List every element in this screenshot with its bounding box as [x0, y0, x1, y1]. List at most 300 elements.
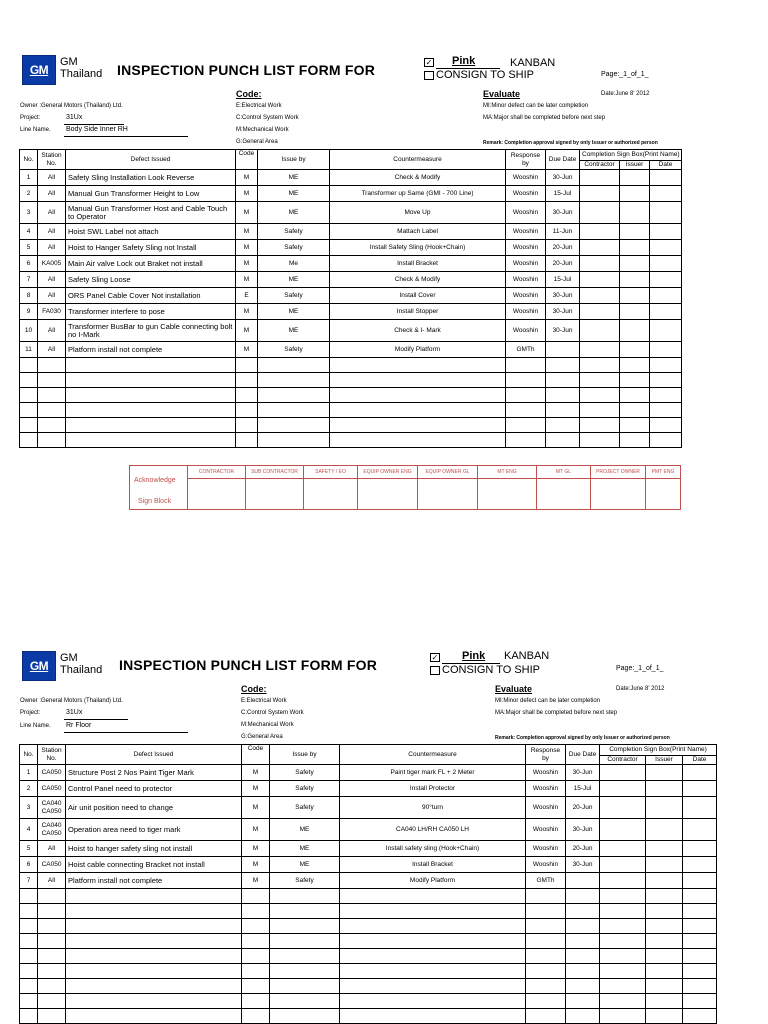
row-issue-by: ME	[270, 841, 340, 857]
col-due-date: Due Date	[566, 745, 600, 765]
empty-cell	[236, 433, 258, 448]
sign-issuer[interactable]	[620, 170, 650, 186]
empty-cell[interactable]	[600, 979, 646, 994]
empty-cell	[546, 388, 580, 403]
empty-cell	[236, 358, 258, 373]
row-no: 7	[20, 272, 38, 288]
sign-issuer[interactable]	[646, 819, 683, 841]
sign-issuer[interactable]	[620, 304, 650, 320]
sign-issuer[interactable]	[620, 224, 650, 240]
empty-cell	[242, 919, 270, 934]
empty-cell	[236, 403, 258, 418]
row-issue-by: ME	[258, 272, 330, 288]
empty-cell	[526, 889, 566, 904]
row-due-date: 30-Jun	[566, 819, 600, 841]
empty-cell[interactable]	[683, 964, 717, 979]
row-station: All	[38, 288, 66, 304]
col-due-date: Due Date	[546, 150, 580, 170]
row-no: 5	[20, 841, 38, 857]
code-g: G:General Area	[236, 139, 278, 145]
row-issue-by: Safety	[258, 342, 330, 358]
empty-cell[interactable]	[683, 949, 717, 964]
empty-cell[interactable]	[683, 979, 717, 994]
empty-cell	[242, 994, 270, 1009]
table-row	[20, 186, 682, 202]
row-defect: Operation area need to tiger mark	[66, 819, 242, 841]
empty-cell[interactable]	[580, 418, 620, 433]
empty-cell	[546, 403, 580, 418]
sign-date[interactable]	[650, 342, 682, 358]
row-response-by: Wooshin	[506, 288, 546, 304]
table-row	[20, 272, 682, 288]
sign-contractor[interactable]	[580, 304, 620, 320]
empty-cell[interactable]	[620, 373, 650, 388]
col-completion: Completion Sign Box(Print Name)	[580, 150, 682, 161]
row-station: All	[38, 240, 66, 256]
ack-sign-cell[interactable]	[478, 479, 537, 510]
ack-sign-cell[interactable]	[188, 479, 246, 510]
empty-cell[interactable]	[600, 904, 646, 919]
row-due-date: 15-Jul	[546, 186, 580, 202]
row-issue-by: ME	[270, 819, 340, 841]
row-response-by: Wooshin	[506, 202, 546, 224]
empty-cell[interactable]	[600, 934, 646, 949]
consign-checkbox[interactable]	[430, 666, 440, 675]
ack-column-header: EQUIP OWNER ENG	[358, 466, 418, 479]
ack-sign-cell[interactable]	[591, 479, 646, 510]
acknowledge-sign-block	[129, 465, 681, 510]
sign-date[interactable]	[683, 819, 717, 841]
ack-column-header: MT ENG	[478, 466, 537, 479]
sign-contractor[interactable]	[580, 320, 620, 342]
page-number: Page:_1_of_1_	[616, 665, 664, 672]
empty-cell	[566, 994, 600, 1009]
empty-cell[interactable]	[646, 979, 683, 994]
row-station: KA005	[38, 256, 66, 272]
row-issue-by: ME	[258, 202, 330, 224]
table-row-empty	[20, 934, 717, 949]
empty-cell	[330, 433, 506, 448]
sign-contractor[interactable]	[600, 797, 646, 819]
empty-cell	[526, 994, 566, 1009]
empty-cell	[526, 949, 566, 964]
empty-cell[interactable]	[580, 403, 620, 418]
empty-cell	[20, 949, 38, 964]
empty-cell[interactable]	[580, 358, 620, 373]
empty-cell[interactable]	[600, 964, 646, 979]
ack-sign-cell[interactable]	[418, 479, 478, 510]
table-row-empty	[20, 919, 717, 934]
row-countermeasure: Check & Modify	[330, 170, 506, 186]
code-m: M:Mechanical Work	[241, 722, 294, 728]
pink-checkbox[interactable]: ✓	[425, 58, 433, 67]
table-row	[20, 202, 682, 224]
empty-cell	[20, 919, 38, 934]
empty-cell	[20, 388, 38, 403]
empty-cell	[340, 949, 526, 964]
row-no: 5	[20, 240, 38, 256]
empty-cell[interactable]	[650, 358, 682, 373]
sign-issuer[interactable]	[620, 240, 650, 256]
row-due-date: 20-Jun	[566, 797, 600, 819]
empty-cell	[38, 919, 66, 934]
row-code: M	[236, 202, 258, 224]
ack-label-2: Sign Block	[138, 498, 172, 505]
col-station: Station No.	[38, 150, 66, 170]
brand-name: GM Thailand	[60, 56, 103, 80]
owner-text: Owner :General Motors (Thailand) Ltd.	[20, 698, 123, 704]
row-defect: Structure Post 2 Nos Paint Tiger Mark	[66, 765, 242, 781]
empty-cell	[566, 919, 600, 934]
empty-cell[interactable]	[650, 373, 682, 388]
sign-date[interactable]	[650, 272, 682, 288]
ack-column-header: MT GL	[537, 466, 591, 479]
row-issue-by: ME	[258, 320, 330, 342]
table-row-empty	[20, 1009, 717, 1024]
sign-issuer[interactable]	[646, 797, 683, 819]
sign-date[interactable]	[683, 873, 717, 889]
sign-contractor[interactable]	[580, 224, 620, 240]
empty-cell	[330, 388, 506, 403]
row-no: 4	[20, 819, 38, 841]
row-station: All	[38, 202, 66, 224]
empty-cell[interactable]	[683, 904, 717, 919]
row-station: CA040 CA050	[38, 797, 66, 819]
row-due-date: 30-Jun	[546, 170, 580, 186]
empty-cell[interactable]	[620, 388, 650, 403]
row-no: 10	[20, 320, 38, 342]
row-defect: Hoist to hanger safety sling not install	[66, 841, 242, 857]
empty-cell	[566, 889, 600, 904]
sign-date[interactable]	[650, 170, 682, 186]
row-code: M	[236, 304, 258, 320]
row-station: CA050	[38, 857, 66, 873]
sign-date[interactable]	[683, 765, 717, 781]
row-code: M	[236, 342, 258, 358]
sign-issuer[interactable]	[620, 320, 650, 342]
remark: Remark: Completion approval signed by only Issuer or authorized person	[495, 735, 670, 741]
row-station: All	[38, 224, 66, 240]
consign-label: CONSIGN TO SHIP	[436, 69, 535, 81]
empty-cell[interactable]	[620, 433, 650, 448]
empty-cell[interactable]	[683, 1009, 717, 1024]
empty-cell[interactable]	[683, 919, 717, 934]
empty-cell	[546, 373, 580, 388]
sign-date[interactable]	[683, 857, 717, 873]
empty-cell	[20, 994, 38, 1009]
empty-cell	[258, 358, 330, 373]
ack-sign-cell[interactable]	[358, 479, 418, 510]
row-code: M	[242, 819, 270, 841]
empty-cell[interactable]	[646, 889, 683, 904]
gm-logo: GM	[22, 55, 56, 85]
row-defect: Hoist cable connecting Bracket not install	[66, 857, 242, 873]
evaluate-heading: Evaluate	[495, 684, 533, 694]
empty-cell[interactable]	[600, 1009, 646, 1024]
empty-cell	[20, 979, 38, 994]
empty-cell	[20, 1009, 38, 1024]
sign-date[interactable]	[683, 841, 717, 857]
row-countermeasure: Install safety sling (Hook+Chain)	[340, 841, 526, 857]
row-no: 4	[20, 224, 38, 240]
row-countermeasure: 90°turn	[340, 797, 526, 819]
col-countermeasure: Countermeasure	[330, 150, 506, 170]
empty-cell	[66, 889, 242, 904]
empty-cell	[38, 418, 66, 433]
empty-cell	[66, 358, 236, 373]
table-row-empty	[20, 979, 717, 994]
form-title: INSPECTION PUNCH LIST FORM FOR	[117, 62, 375, 78]
sign-contractor[interactable]	[600, 873, 646, 889]
empty-cell	[506, 433, 546, 448]
code-e: E:Electrical Work	[241, 698, 287, 704]
row-due-date: 11-Jun	[546, 224, 580, 240]
table-row-empty	[20, 388, 682, 403]
empty-cell[interactable]	[620, 418, 650, 433]
sign-contractor[interactable]	[580, 272, 620, 288]
ack-sign-cell[interactable]	[246, 479, 304, 510]
empty-cell[interactable]	[600, 994, 646, 1009]
empty-cell[interactable]	[650, 388, 682, 403]
sign-contractor[interactable]	[600, 857, 646, 873]
sign-date[interactable]	[650, 224, 682, 240]
sign-contractor[interactable]	[580, 170, 620, 186]
sign-contractor[interactable]	[600, 765, 646, 781]
row-issue-by: Safety	[270, 781, 340, 797]
empty-cell	[546, 418, 580, 433]
row-countermeasure: Install Safety Sling (Hook+Chain)	[330, 240, 506, 256]
empty-cell[interactable]	[620, 358, 650, 373]
sign-contractor[interactable]	[600, 841, 646, 857]
empty-cell	[330, 373, 506, 388]
row-station: All	[38, 170, 66, 186]
sign-contractor[interactable]	[580, 240, 620, 256]
sign-contractor[interactable]	[580, 288, 620, 304]
line-name-value: Body Side Inner RH	[66, 126, 128, 133]
line-name-label: Line Name.	[20, 723, 51, 729]
empty-cell[interactable]	[650, 418, 682, 433]
empty-cell[interactable]	[620, 403, 650, 418]
sign-date[interactable]	[650, 202, 682, 224]
row-countermeasure: Install Bracket	[340, 857, 526, 873]
row-station: All	[38, 873, 66, 889]
empty-cell	[38, 433, 66, 448]
sign-date[interactable]	[683, 781, 717, 797]
sign-issuer[interactable]	[646, 841, 683, 857]
empty-cell[interactable]	[683, 889, 717, 904]
empty-cell[interactable]	[646, 949, 683, 964]
row-response-by: Wooshin	[506, 240, 546, 256]
row-issue-by: ME	[258, 186, 330, 202]
empty-cell	[340, 1009, 526, 1024]
row-issue-by: Safety	[258, 240, 330, 256]
empty-cell[interactable]	[600, 919, 646, 934]
empty-cell	[566, 949, 600, 964]
row-code: M	[242, 797, 270, 819]
table-row	[20, 857, 717, 873]
row-due-date	[546, 342, 580, 358]
table-row	[20, 765, 717, 781]
row-issue-by: Safety	[258, 288, 330, 304]
empty-cell[interactable]	[646, 919, 683, 934]
col-code: Code	[242, 745, 270, 765]
code-g: G:General Area	[241, 734, 283, 740]
evaluate-heading: Evaluate	[483, 89, 521, 99]
sign-date[interactable]	[650, 240, 682, 256]
empty-cell	[66, 388, 236, 403]
empty-cell	[546, 433, 580, 448]
sign-contractor[interactable]	[600, 781, 646, 797]
consign-checkbox[interactable]	[424, 71, 434, 80]
empty-cell[interactable]	[646, 904, 683, 919]
sign-issuer[interactable]	[646, 781, 683, 797]
row-issue-by: Safety	[270, 797, 340, 819]
project-label: Project:	[20, 115, 41, 121]
empty-cell	[340, 919, 526, 934]
col-issuer: Issuer	[646, 756, 683, 765]
row-due-date: 20-Jun	[546, 240, 580, 256]
empty-cell	[526, 1009, 566, 1024]
row-response-by: Wooshin	[506, 170, 546, 186]
row-code: M	[242, 765, 270, 781]
sign-issuer[interactable]	[620, 288, 650, 304]
empty-cell[interactable]	[580, 373, 620, 388]
empty-cell	[258, 388, 330, 403]
empty-cell	[38, 373, 66, 388]
empty-cell	[258, 433, 330, 448]
empty-cell	[526, 934, 566, 949]
col-no: No.	[20, 150, 38, 170]
ack-sign-cell[interactable]	[537, 479, 591, 510]
empty-cell	[66, 403, 236, 418]
empty-cell	[66, 949, 242, 964]
sign-date[interactable]	[650, 304, 682, 320]
sign-issuer[interactable]	[620, 272, 650, 288]
sign-contractor[interactable]	[600, 819, 646, 841]
empty-cell	[20, 964, 38, 979]
col-defect: Defect Issued	[66, 150, 236, 170]
sign-issuer[interactable]	[620, 202, 650, 224]
row-no: 6	[20, 857, 38, 873]
empty-cell[interactable]	[646, 964, 683, 979]
ack-sign-cell[interactable]	[304, 479, 358, 510]
row-station: All	[38, 320, 66, 342]
row-issue-by: ME	[258, 170, 330, 186]
row-defect: Hoist to Hanger Safety Sling not Install	[66, 240, 236, 256]
empty-cell	[566, 964, 600, 979]
row-defect: Air unit position need to change	[66, 797, 242, 819]
col-response-by: Response by	[526, 745, 566, 765]
row-defect: Manual Gun Transformer Height to Low	[66, 186, 236, 202]
empty-cell[interactable]	[646, 1009, 683, 1024]
sign-contractor[interactable]	[580, 256, 620, 272]
row-defect: Transformer interfere to pose	[66, 304, 236, 320]
empty-cell	[38, 979, 66, 994]
empty-cell[interactable]	[646, 934, 683, 949]
empty-cell	[66, 934, 242, 949]
empty-cell	[270, 964, 340, 979]
sign-date[interactable]	[650, 256, 682, 272]
empty-cell	[330, 418, 506, 433]
row-no: 1	[20, 170, 38, 186]
row-due-date: 20-Jun	[566, 841, 600, 857]
sign-date[interactable]	[650, 186, 682, 202]
empty-cell	[566, 904, 600, 919]
empty-cell[interactable]	[600, 889, 646, 904]
sign-contractor[interactable]	[580, 186, 620, 202]
table-row-empty	[20, 964, 717, 979]
pink-label: Pink	[462, 650, 486, 662]
empty-cell[interactable]	[580, 433, 620, 448]
sign-issuer[interactable]	[620, 342, 650, 358]
empty-cell[interactable]	[580, 388, 620, 403]
table-row	[20, 170, 682, 186]
row-code: M	[236, 224, 258, 240]
row-countermeasure: Modify Platform	[340, 873, 526, 889]
sign-date[interactable]	[650, 320, 682, 342]
pink-checkbox[interactable]: ✓	[431, 653, 439, 662]
row-issue-by: Safety	[258, 224, 330, 240]
sign-date[interactable]	[650, 288, 682, 304]
empty-cell[interactable]	[600, 949, 646, 964]
sign-issuer[interactable]	[646, 873, 683, 889]
row-no: 7	[20, 873, 38, 889]
row-no: 9	[20, 304, 38, 320]
empty-cell	[270, 934, 340, 949]
row-code: M	[236, 186, 258, 202]
ack-sign-cell[interactable]	[646, 479, 681, 510]
row-due-date: 20-Jun	[546, 256, 580, 272]
kanban-label: KANBAN	[504, 650, 550, 662]
empty-cell[interactable]	[650, 433, 682, 448]
row-countermeasure: Install Stopper	[330, 304, 506, 320]
sign-issuer[interactable]	[646, 857, 683, 873]
eval-mi: MI:Minor defect can be later completion	[495, 698, 601, 704]
sign-contractor[interactable]	[580, 342, 620, 358]
code-heading: Code:	[236, 89, 262, 99]
col-contractor: Contractor	[600, 756, 646, 765]
sign-issuer[interactable]	[620, 256, 650, 272]
empty-cell	[270, 904, 340, 919]
row-countermeasure: CA040 LH/RH CA050 LH	[340, 819, 526, 841]
ack-column-header: SAFETY / EO	[304, 466, 358, 479]
empty-cell[interactable]	[646, 994, 683, 1009]
sign-date[interactable]	[683, 797, 717, 819]
table-row-empty	[20, 418, 682, 433]
ack-label-cell	[130, 466, 188, 510]
row-station: FA030	[38, 304, 66, 320]
sign-issuer[interactable]	[620, 186, 650, 202]
empty-cell[interactable]	[683, 994, 717, 1009]
empty-cell	[340, 934, 526, 949]
empty-cell[interactable]	[650, 403, 682, 418]
empty-cell	[258, 373, 330, 388]
empty-cell[interactable]	[683, 934, 717, 949]
row-defect: Manual Gun Transformer Host and Cable Touch to Operator	[66, 202, 236, 224]
table-row	[20, 781, 717, 797]
row-code: M	[236, 256, 258, 272]
row-defect: Safety Sling Installation Look Reverse	[66, 170, 236, 186]
form-date: Date:June 8' 2012	[616, 686, 665, 692]
sign-contractor[interactable]	[580, 202, 620, 224]
sign-issuer[interactable]	[646, 765, 683, 781]
empty-cell	[242, 889, 270, 904]
empty-cell	[526, 919, 566, 934]
empty-cell	[340, 964, 526, 979]
row-code: E	[236, 288, 258, 304]
empty-cell	[66, 418, 236, 433]
empty-cell	[20, 433, 38, 448]
